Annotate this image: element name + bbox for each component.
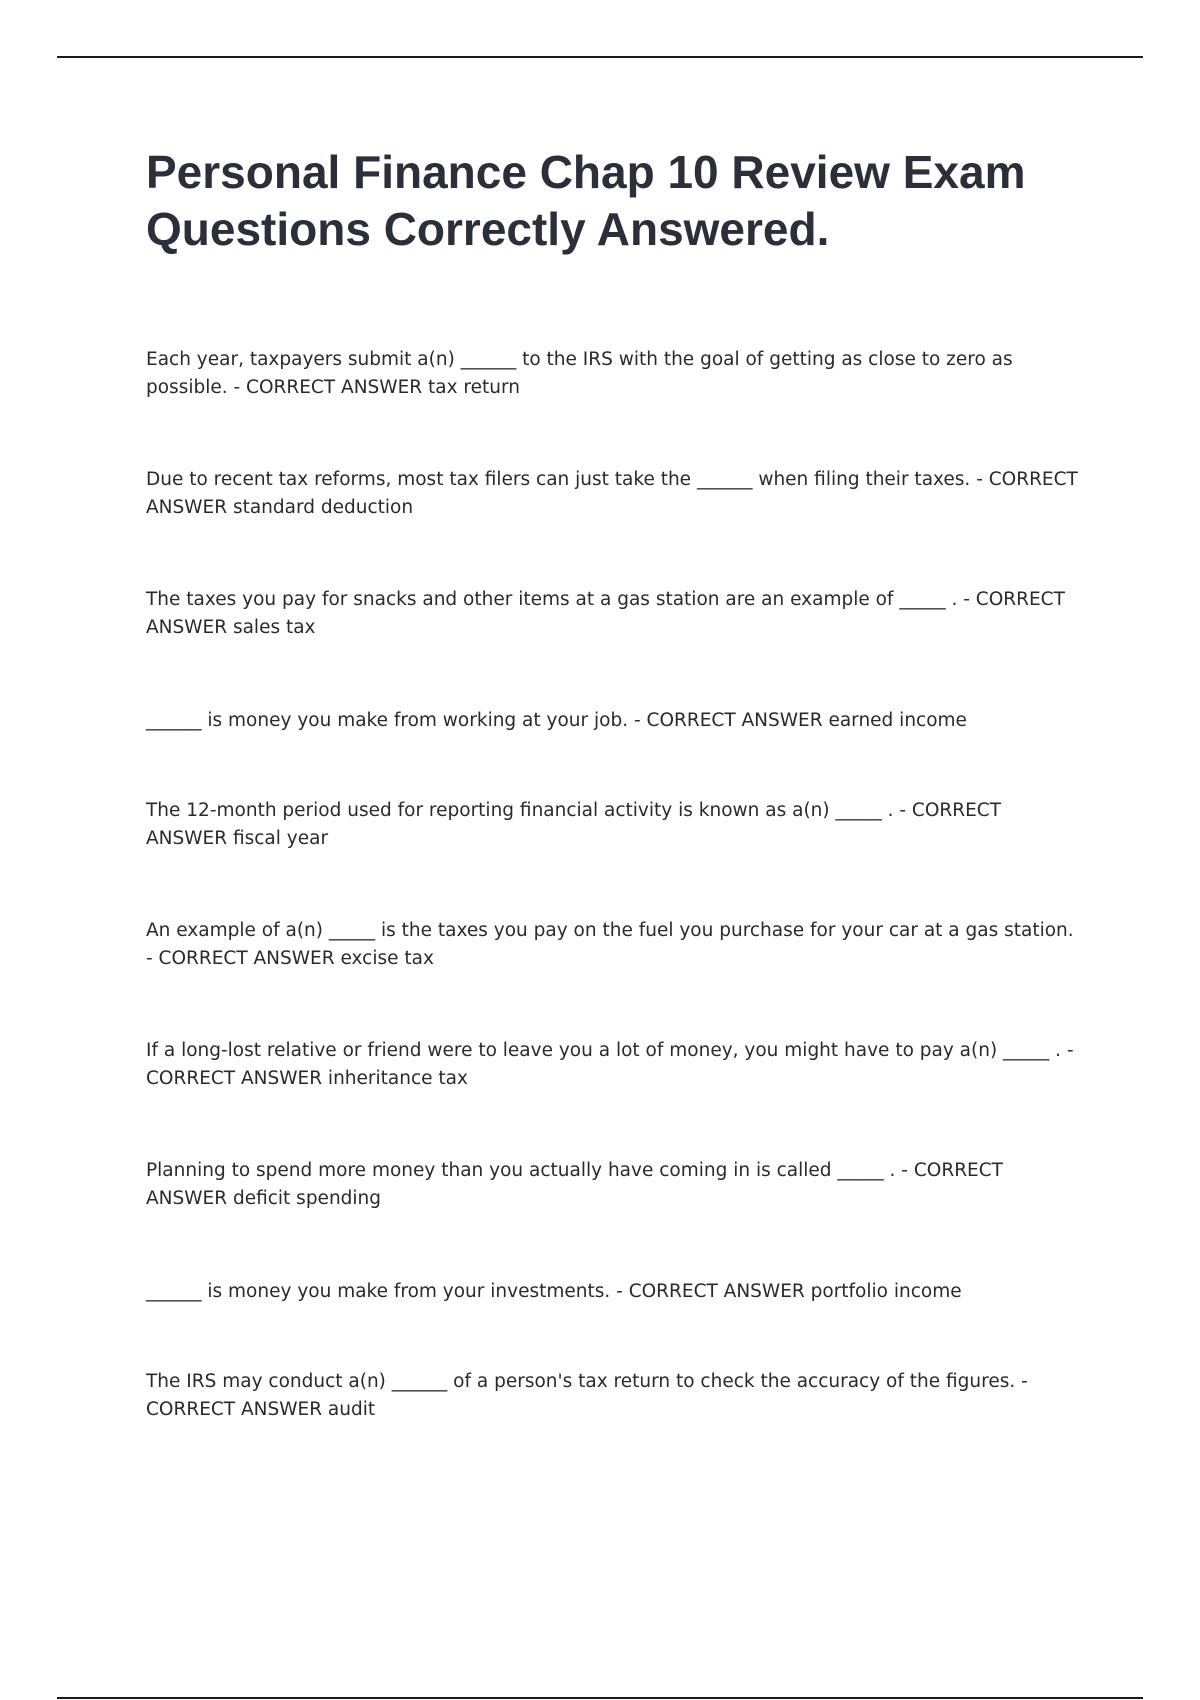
qa-item: ______ is money you make from your investments. - CORRECT ANSWER portfolio income: [146, 1281, 962, 1302]
qa-item: If a long-lost relative or friend were to leave you a lot of money, you might have to pay a(n) _____ . - CORRECT ANSWER inheritance tax: [146, 1040, 1074, 1089]
top-divider: [57, 56, 1143, 58]
document-title: Personal Finance Chap 10 Review Exam Questions Correctly Answered.: [146, 146, 1026, 255]
qa-item: Due to recent tax reforms, most tax filers can just take the ______ when filing their taxes. - CORRECT ANSWER standard deduction: [146, 469, 1078, 518]
bottom-divider: [57, 1697, 1143, 1699]
qa-item: The taxes you pay for snacks and other items at a gas station are an example of _____ . - CORRECT ANSWER sales tax: [146, 589, 1065, 638]
qa-item: The 12-month period used for reporting financial activity is known as a(n) _____ . - CORRECT ANSWER fiscal year: [146, 800, 1002, 849]
qa-item: Each year, taxpayers submit a(n) ______ to the IRS with the goal of getting as close to zero as possible. - CORRECT ANSWER tax return: [146, 349, 1013, 398]
qa-item: An example of a(n) _____ is the taxes you pay on the fuel you purchase for your car at a gas station. - CORRECT ANSWER excise tax: [146, 920, 1074, 969]
qa-item: Planning to spend more money than you actually have coming in is called _____ . - CORRECT ANSWER deficit spending: [146, 1160, 1003, 1209]
qa-item: The IRS may conduct a(n) ______ of a person's tax return to check the accuracy of the figures. - CORRECT ANSWER audit: [146, 1371, 1028, 1420]
qa-item: ______ is money you make from working at your job. - CORRECT ANSWER earned income: [146, 710, 967, 731]
